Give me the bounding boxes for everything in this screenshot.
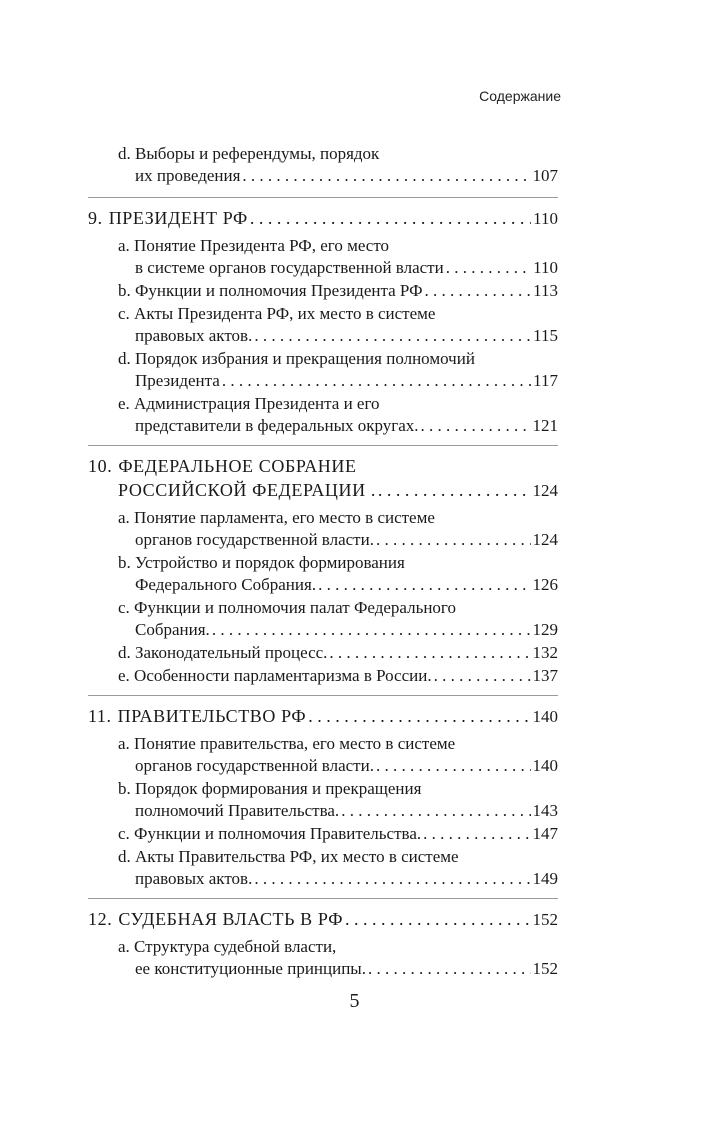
dot-leader <box>254 325 531 347</box>
page-ref: 113 <box>533 281 558 300</box>
dot-leader <box>212 619 531 641</box>
toc-entry-text: d. Порядок избрания и прекращения полномочий <box>118 349 475 368</box>
toc-entry-text: a. Структура судебной власти, <box>118 937 337 956</box>
dot-leader <box>341 800 530 822</box>
toc-entry-text: правовых актов. <box>135 869 253 888</box>
dot-leader <box>254 868 530 890</box>
toc-entry-text: полномочий Правительства. <box>135 801 340 820</box>
dot-leader <box>434 665 531 687</box>
toc-entry <box>88 597 558 641</box>
toc-entry <box>88 235 558 279</box>
toc-entry-text: c. Функции и полномочия палат Федерального <box>118 598 456 617</box>
page-ref: 140 <box>532 756 558 775</box>
toc-entry <box>88 280 558 302</box>
page-ref: 121 <box>532 416 558 435</box>
chapter-row <box>88 206 558 231</box>
page-ref: 149 <box>532 869 558 888</box>
chapter-number: 12. <box>88 909 113 929</box>
toc-entry <box>88 823 558 845</box>
chapter-title: РОССИЙСКОЙ ФЕДЕРАЦИИ . <box>118 480 376 500</box>
toc-entry-text: органов государственной власти. <box>135 530 374 549</box>
chapter-number: 11. <box>88 706 112 726</box>
toc-entry-text: a. Понятие Президента РФ, его место <box>118 236 390 255</box>
toc-entry-text: их проведения <box>135 166 241 185</box>
toc-entry-text: органов государственной власти. <box>135 756 374 775</box>
dot-leader <box>222 370 531 392</box>
page-ref: 126 <box>532 575 558 594</box>
dot-leader <box>345 907 530 931</box>
page-ref: 140 <box>532 707 558 726</box>
chapter-heading <box>88 197 558 231</box>
chapter-heading <box>88 445 558 503</box>
toc-entry-text: a. Понятие правительства, его место в системе <box>118 734 456 753</box>
running-header: Содержание <box>479 88 561 104</box>
toc-entry <box>88 348 558 392</box>
toc-entry-text: e. Администрация Президента и его <box>118 394 380 413</box>
page-ref: 107 <box>532 166 558 185</box>
dot-leader <box>421 415 531 437</box>
dot-leader <box>423 823 530 845</box>
chapter-title: СУДЕБНАЯ ВЛАСТЬ В РФ <box>118 909 344 929</box>
toc-entry-row <box>118 165 558 187</box>
dot-leader <box>446 257 531 279</box>
toc-entry-text: d. Выборы и референдумы, порядок <box>118 144 380 163</box>
toc-entry-text: ее конституционные принципы. <box>135 959 366 978</box>
page-number: 5 <box>349 990 360 1012</box>
chapter-title: ПРЕЗИДЕНТ РФ <box>108 208 248 228</box>
toc-entry-text: b. Устройство и порядок формирования <box>118 553 405 572</box>
toc-entry-text: d. Акты Правительства РФ, их место в системе <box>118 847 459 866</box>
toc-entry <box>88 778 558 822</box>
page-ref: 115 <box>533 326 558 345</box>
toc-entry <box>88 733 558 777</box>
page-ref: 124 <box>532 530 558 549</box>
dot-leader <box>368 958 531 980</box>
dot-leader <box>376 755 531 777</box>
dot-leader <box>242 165 530 187</box>
page-ref: 129 <box>532 620 558 639</box>
toc-entry-text: Собрания. <box>135 620 210 639</box>
toc-entry-text: a. Понятие парламента, его место в системе <box>118 508 435 527</box>
page-ref: 132 <box>532 643 558 662</box>
chapter-title: ПРАВИТЕЛЬСТВО РФ <box>117 706 307 726</box>
page-ref: 137 <box>532 666 558 685</box>
page-ref: 110 <box>533 258 558 277</box>
page-ref: 152 <box>532 959 558 978</box>
toc-entry-text: e. Особенности парламентаризма в России. <box>118 666 432 685</box>
toc-entry <box>88 846 558 890</box>
chapter-heading <box>88 898 558 932</box>
toc-entry-text: c. Акты Президента РФ, их место в системе <box>118 304 436 323</box>
page-ref: 143 <box>532 801 558 820</box>
toc-entry-text: c. Функции и полномочия Правительства. <box>118 824 422 843</box>
dot-leader <box>378 478 531 502</box>
toc-entry <box>88 936 558 980</box>
dot-leader <box>250 206 531 230</box>
dot-leader <box>376 529 531 551</box>
dot-leader <box>329 642 530 664</box>
toc-entry-text: в системе органов государственной власти <box>135 258 444 277</box>
toc-entry-text: правовых актов. <box>135 326 253 345</box>
toc-entry-text: представители в федеральных округах. <box>135 416 419 435</box>
toc-entry <box>88 665 558 687</box>
toc-entry-text: Президента <box>135 371 220 390</box>
toc-entry <box>88 143 558 187</box>
toc-entry-text: b. Порядок формирования и прекращения <box>118 779 422 798</box>
page-ref: 147 <box>532 824 558 843</box>
page-ref: 117 <box>533 371 558 390</box>
page-ref: 110 <box>533 209 558 228</box>
toc-entry <box>88 393 558 437</box>
toc-entry <box>88 507 558 551</box>
toc-entry <box>88 642 558 664</box>
chapter-number: 10. <box>88 456 113 476</box>
toc-entry-text: b. Функции и полномочия Президента РФ <box>118 281 423 300</box>
chapter-number: 9. <box>88 208 103 228</box>
dot-leader <box>425 280 532 302</box>
chapter-title: ФЕДЕРАЛЬНОЕ СОБРАНИЕ <box>118 456 357 476</box>
table-of-contents <box>88 143 558 981</box>
toc-entry <box>88 303 558 347</box>
toc-entry-text: d. Законодательный процесс. <box>118 643 328 662</box>
page-ref: 124 <box>532 481 558 500</box>
dot-leader <box>318 574 530 596</box>
chapter-heading <box>88 695 558 729</box>
toc-entry <box>88 552 558 596</box>
dot-leader <box>308 704 530 728</box>
page-ref: 152 <box>532 910 558 929</box>
toc-entry-text: Федерального Собрания. <box>135 575 317 594</box>
